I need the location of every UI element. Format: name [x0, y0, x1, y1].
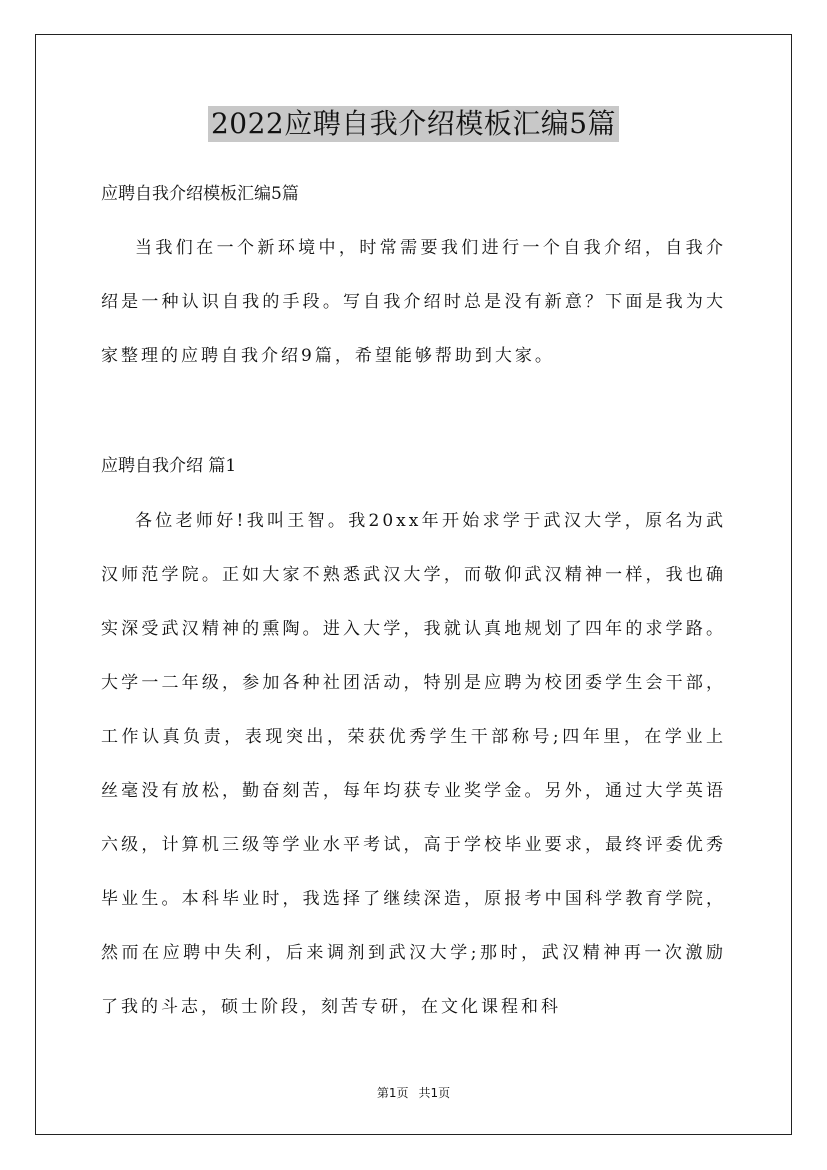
page-number-label: 第1页	[376, 1086, 409, 1100]
document-title	[0, 104, 827, 142]
document-subtitle: 应聘自我介绍模板汇编5篇	[101, 184, 299, 204]
section-heading: 应聘自我介绍 篇1	[101, 456, 237, 476]
intro-paragraph: 当我们在一个新环境中，时常需要我们进行一个自我介绍，自我介绍是一种认识自我的手段。写自我介绍时总是没有新意？下面是我为大家整理的应聘自我介绍9篇，希望能够帮助到大家。	[101, 238, 726, 366]
total-pages-label: 共1页	[418, 1086, 451, 1100]
section-paragraph: 各位老师好!我叫王智。我20xx年开始求学于武汉大学，原名为武汉师范学院。正如大家不熟悉武汉大学，而敬仰武汉精神一样，我也确实深受武汉精神的熏陶。进入大学，我就认真地规划了四年的求学路。大学一二年级，参加各种社团活动，特别是应聘为校团委学生会干部，工作认真负责，表现突出，荣获优秀学生干部称号;四年里，在学业上丝毫没有放松，勤奋刻苦，每年均获专业奖学金。另外，通过大学英语六级，计算机三级等学业水平考试，高于学校毕业要求，最终评委优秀毕业生。本科毕业时，我选择了继续深造，原报考中国科学教育学院，然而在应聘中失利，后来调剂到武汉大学;那时，武汉精神再一次激励了我的斗志，硕士阶段，刻苦专研，在文化课程和科	[101, 511, 726, 1017]
page-footer	[0, 1085, 827, 1101]
document-title-text: 2022应聘自我介绍模板汇编5篇	[208, 106, 619, 142]
